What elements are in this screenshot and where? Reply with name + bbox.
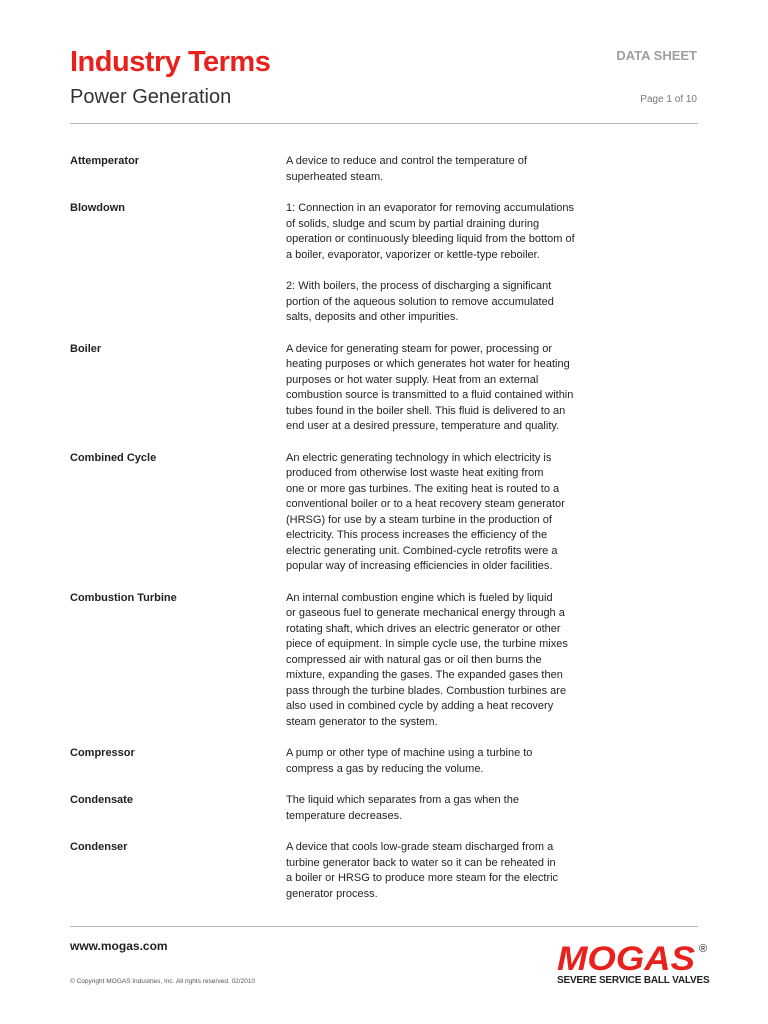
doc-type-label: DATA SHEET [616, 48, 697, 63]
term-name: Compressor [70, 747, 135, 759]
term-name: Condensate [70, 794, 133, 806]
copyright-notice: © Copyright MOGAS Industries, Inc. All rights reserved. 02/2010 [70, 978, 256, 985]
term-name: Combustion Turbine [70, 591, 177, 604]
term-definition: A device to reduce and control the temperature of superheated steam. [286, 155, 527, 183]
page-subtitle: Power Generation [70, 86, 232, 108]
term-definition: 2: With boilers, the process of discharging a significant portion of the aqueous solution to remove accumulated salts, deposits and other impurities. [286, 280, 554, 323]
term-definitions [286, 746, 598, 777]
term-definition: An internal combustion engine which is fueled by liquid or gaseous fuel to generate mechanical energy through a rotating shaft, which drives an electric generator or other piece of equipment. In simple cycle use, the turbine mixes compressed air with natural gas or oil then burns the mixture, expanding the gases. The expanded gases then pass through the turbine blades. Combustion turbines are also used in combined cycle by adding a heat recovery steam generator to the system. [286, 591, 568, 728]
term-definitions [286, 451, 598, 575]
term-name: Combined Cycle [70, 451, 157, 464]
term-name: Attemperator [70, 155, 140, 167]
term-definitions [286, 793, 598, 824]
terms-list [70, 154, 698, 918]
term-entry [70, 201, 698, 326]
term-definitions [286, 840, 598, 902]
term-definition: An electric generating technology in which electricity is produced from otherwise lost waste heat exiting from one or more gas turbines. The exiting heat is routed to a conventional boiler or to a heat recovery steam generator (HRSG) for use by a steam turbine in the production of electricity. This process increases the efficiency of the electric generating unit. Combined-cycle retrofits were a popular way of increasing efficiencies in older facilities. [286, 451, 565, 572]
term-entry [70, 793, 698, 824]
term-entry [70, 451, 698, 575]
header-divider [70, 123, 698, 124]
term-definitions [286, 154, 598, 185]
term-definition: A device for generating steam for power, processing or heating purposes or which generates hot water for heating purposes or hot water supply. Heat from an external combustion source is transmitted to a fluid contained within tubes found in the boiler shell. This fluid is delivered to an end user at a desired pressure, temperature and quality. [286, 342, 574, 432]
term-definition: The liquid which separates from a gas when the temperature decreases. [286, 794, 519, 822]
term-entry [70, 746, 698, 777]
footer-divider [70, 926, 698, 927]
term-definition: 1: Connection in an evaporator for removing accumulations of solids, sludge and scum by partial draining during operation or continuously bleeding liquid from the bottom of a boiler, evaporator, vaporizer or kettle-type reboiler. [286, 202, 575, 261]
website-link[interactable]: www.mogas.com [70, 939, 168, 953]
term-definitions [286, 342, 598, 435]
term-entry [70, 154, 698, 185]
logo-tagline: SEVERE SERVICE BALL VALVES [557, 975, 710, 986]
term-name: Boiler [70, 342, 102, 355]
page-title: Industry Terms [70, 46, 271, 78]
registered-mark: ® [699, 943, 708, 955]
term-definition: A device that cools low-grade steam discharged from a turbine generator back to water so it can be reheated in a boiler or HRSG to produce more steam for the electric generator process. [286, 841, 559, 900]
term-entry [70, 591, 698, 731]
page-number: Page 1 of 10 [640, 94, 697, 105]
term-name: Condenser [70, 841, 128, 853]
term-definition: A pump or other type of machine using a turbine to compress a gas by reducing the volume. [286, 747, 533, 775]
mogas-logo-graphic [557, 941, 709, 975]
term-definitions [286, 201, 598, 326]
term-definitions [286, 591, 598, 731]
logo-wordmark: MOGAS [557, 941, 696, 975]
term-entry [70, 342, 698, 435]
term-name: Blowdown [70, 202, 125, 214]
term-entry [70, 840, 698, 902]
